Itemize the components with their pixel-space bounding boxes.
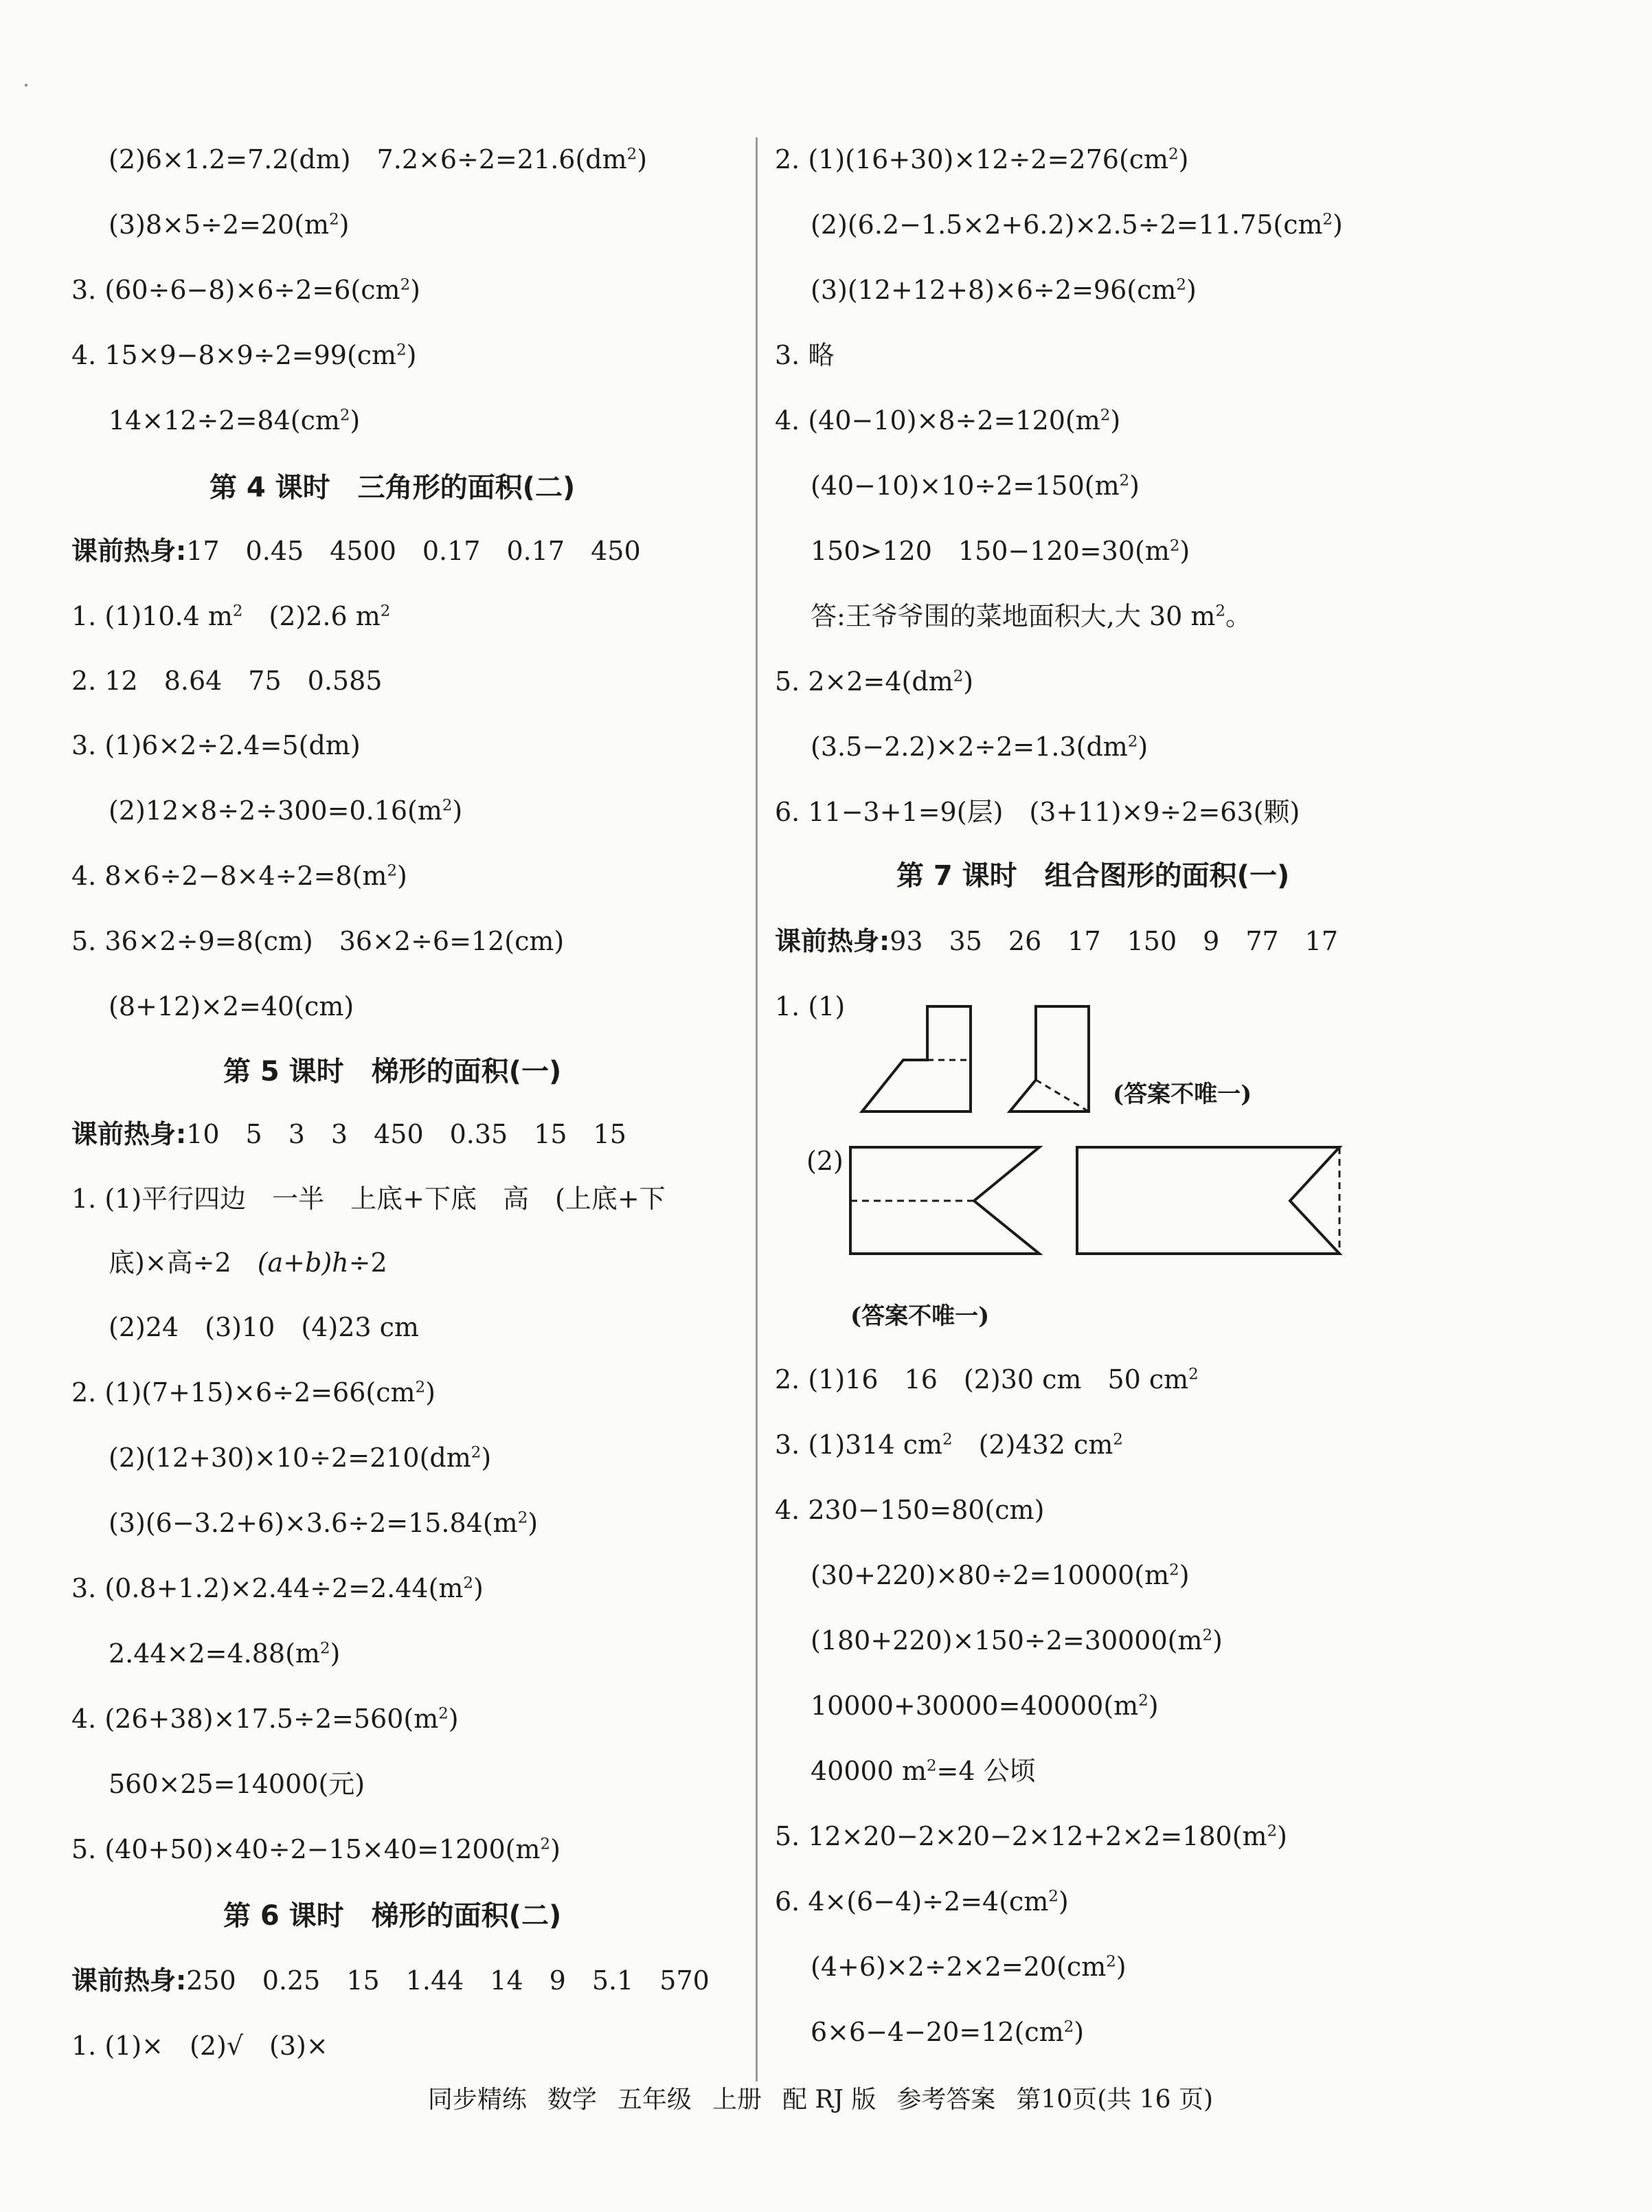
answer-line: 2. 12 8.64 75 0.585	[71, 666, 383, 696]
answer-line: $2.44\times 2=4.88(m^2)$	[109, 1638, 341, 1669]
answer-line: 1. (1)× (2)√ (3)×	[71, 2031, 328, 2061]
answer-line: 5. $12\times 20-2\times 20-2\times 12+2\times 2=180(m^2)$	[775, 1821, 1287, 1851]
answer-line: $(3)(12+12+8)\times 6\div 2=96(cm^2)$	[811, 275, 1197, 305]
answer-line: $6\times 6-4-20=12(cm^2)$	[811, 2017, 1085, 2047]
answer-line: (8+12)×2=40(cm)	[109, 991, 354, 1022]
page-footer	[412, 2053, 1234, 2116]
footer-page-number: 第10页(共 16 页)	[1016, 2086, 1214, 2114]
shape-rectangle-plus-triangle	[1010, 1006, 1089, 1111]
answer-line: 150>120 $150-120=30(m^2)$	[811, 536, 1190, 566]
answer-line: 答:王爷爷围的菜地面积大,大 30 $m^2$。	[811, 601, 1252, 631]
answer-line: 2. (1)16 16 (2)30 cm 50 $cm^2$	[775, 1364, 1199, 1395]
footer-book: 同步精练	[427, 2086, 527, 2114]
answer-line: (2)24 (3)10 (4)23 cm	[109, 1312, 419, 1342]
warm-up-line: 课前热身:10 5 3 3 450 0.35 15 15	[71, 1119, 626, 1149]
answer-line: 2. $(1)(16+30)\times 12\div 2=276(cm^2)$	[775, 144, 1189, 174]
answer-line: $(30+220)\times 80\div 2=10000(m^2)$	[811, 1560, 1190, 1590]
answer-line: 3. (1)6×2÷2.4=5(dm)	[71, 730, 361, 760]
answer-note: (答案不唯一)	[850, 1302, 990, 1330]
warm-up-line: 课前热身:93 35 26 17 150 9 77 17	[775, 926, 1339, 956]
footer-subject: 数学	[547, 2086, 597, 2114]
answer-line: 4. $8\times 6\div 2-8\times 4\div 2=8(m^2)$	[71, 861, 407, 891]
composite-shape-figure-1	[862, 1000, 1109, 1137]
answer-line: 1. (1)10.4 $m^2$ (2)2.6 $m^2$	[71, 601, 391, 631]
answer-line: 5. 36×2÷9=8(cm) 36×2÷6=12(cm)	[71, 926, 565, 956]
answer-line: 2. $(1)(7+15)\times 6\div 2=66(cm^2)$	[71, 1377, 435, 1408]
answer-line: 6. $4\times(6-4)\div 2=4(cm^2)$	[775, 1886, 1069, 1917]
answer-line: 3. $(0.8+1.2)\times 2.44\div 2=2.44(m^2)$	[71, 1573, 484, 1603]
answer-line: 3. 略	[775, 340, 835, 370]
answer-line: 3. (1)314 $cm^2$ (2)432 $cm^2$	[775, 1430, 1123, 1460]
warm-up-line: 课前热身:17 0.45 4500 0.17 0.17 450	[71, 536, 641, 566]
answer-line: $10000+30000=40000(m^2)$	[811, 1691, 1159, 1721]
scan-speck	[25, 84, 27, 87]
answer-line: 1. (1)	[775, 991, 846, 1022]
answer-line: 底)×高÷2 (a+b)h÷2	[109, 1248, 387, 1278]
answer-line: $(2)(12+30)\times 10\div 2=210(dm^2)$	[109, 1443, 492, 1473]
answer-line: $(2)12\times 8\div 2\div 300=0.16(m^2)$	[109, 795, 463, 826]
answer-line: $14\times 12\div 2=84(cm^2)$	[109, 405, 361, 436]
answer-line: (2)	[806, 1146, 844, 1176]
warm-up-line: 课前热身:250 0.25 15 1.44 14 9 5.1 570	[71, 1965, 710, 1996]
answer-line: 4. 230−150=80(cm)	[775, 1495, 1045, 1525]
footer-grade: 五年级	[617, 2086, 692, 2114]
footer-section: 参考答案	[896, 2086, 996, 2114]
footer-volume: 上册	[712, 2086, 762, 2114]
answer-line: 40000 $m^2=4$ 公顷	[811, 1756, 1036, 1786]
answer-line: 1. (1)平行四边 一半 上底+下底 高 (上底+下	[71, 1184, 666, 1214]
answer-line: 3. $(60\div 6-8)\times 6\div 2=6(cm^2)$	[71, 275, 420, 305]
shape-rectangle-plus-triangle	[850, 1147, 1039, 1254]
answer-line: $(3)(6-3.2+6)\times 3.6\div 2=15.84(m^2)$	[109, 1508, 539, 1538]
answer-line: 4. $(40-10)\times 8\div 2=120(m^2)$	[775, 405, 1121, 436]
composite-shape-figure-2	[847, 1140, 1355, 1264]
answer-line: 5. $2\times 2=4(dm^2)$	[775, 666, 974, 697]
answer-line: $(2)(6.2-1.5\times 2+6.2)\times 2.5\div 2=11.75(cm^2)$	[811, 210, 1343, 240]
answer-line: 4. $15\times 9-8\times 9\div 2=99(cm^2)$	[71, 340, 417, 370]
lesson-7-title: 第 7 课时 组合图形的面积(一)	[896, 860, 1290, 892]
footer-edition: 配 RJ 版	[782, 2086, 876, 2114]
shape-square-plus-trapezoid	[862, 1006, 971, 1111]
lesson-5-title: 第 5 课时 梯形的面积(一)	[223, 1056, 562, 1087]
shape-rectangle-minus-triangle	[1077, 1147, 1339, 1254]
answer-line: 5. $(40+50)\times 40\div 2-15\times 40=1200(m^2)$	[71, 1834, 561, 1864]
answer-line: 4. $(26+38)\times 17.5\div 2=560(m^2)$	[71, 1704, 459, 1734]
answer-note: (答案不唯一)	[1113, 1081, 1252, 1108]
answer-line: $(3)8\times 5\div 2=20(m^2)$	[109, 210, 350, 240]
answer-line: $(40-10)\times 10\div 2=150(m^2)$	[811, 471, 1140, 501]
answer-line: $(3.5-2.2)\times 2\div 2=1.3(dm^2)$	[811, 732, 1149, 762]
answer-line: $(4+6)\times 2\div 2\times 2=20(cm^2)$	[811, 1952, 1127, 1982]
column-divider	[756, 137, 758, 2081]
answer-line: 6. 11−3+1=9(层) (3+11)×9÷2=63(颗)	[775, 797, 1300, 827]
answer-line: 560×25=14000(元)	[109, 1769, 365, 1799]
lesson-6-title: 第 6 课时 梯形的面积(二)	[223, 1900, 562, 1932]
answer-line: $(180+220)\times 150\div 2=30000(m^2)$	[811, 1625, 1223, 1656]
lesson-4-title: 第 4 课时 三角形的面积(二)	[210, 472, 576, 504]
answer-line: (2)6×1.2=7.2(dm) $7.2\times 6\div 2=21.6(dm^2)$	[109, 144, 648, 174]
